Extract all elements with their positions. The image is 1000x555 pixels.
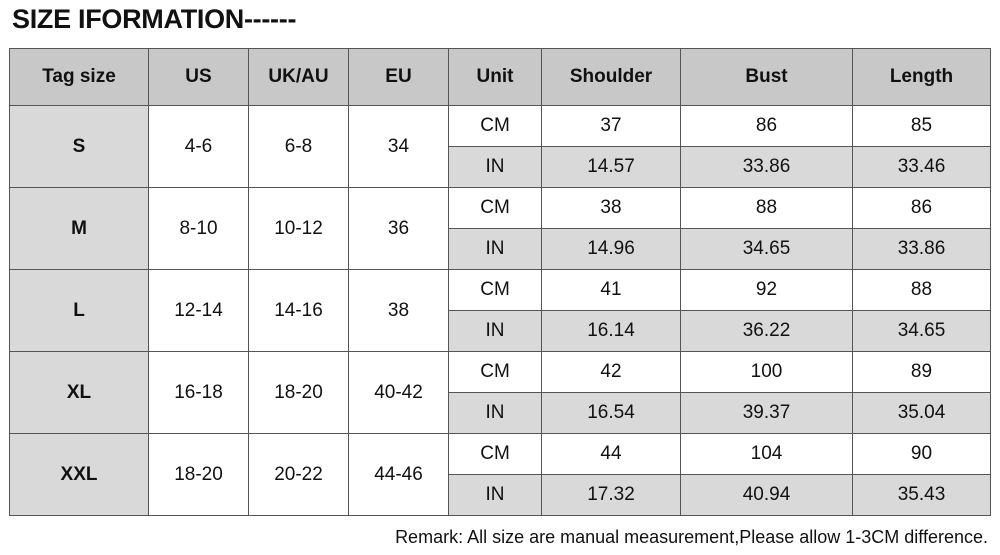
length-cell: 35.43	[853, 475, 991, 516]
bust-cell: 33.86	[681, 147, 853, 188]
length-cell: 33.86	[853, 229, 991, 270]
bust-cell: 104	[681, 434, 853, 475]
length-cell: 86	[853, 188, 991, 229]
uk-au-size-cell: 14-16	[249, 270, 349, 352]
tag-size-cell: XXL	[10, 434, 149, 516]
shoulder-cell: 42	[542, 352, 681, 393]
eu-size-cell: 36	[349, 188, 449, 270]
size-chart-table	[9, 48, 991, 516]
shoulder-cell: 17.32	[542, 475, 681, 516]
header-shoulder: Shoulder	[542, 49, 681, 106]
unit-cell: CM	[449, 434, 542, 475]
header-bust: Bust	[681, 49, 853, 106]
bust-cell: 86	[681, 106, 853, 147]
shoulder-cell: 44	[542, 434, 681, 475]
shoulder-cell: 16.14	[542, 311, 681, 352]
bust-cell: 36.22	[681, 311, 853, 352]
bust-cell: 92	[681, 270, 853, 311]
us-size-cell: 4-6	[149, 106, 249, 188]
unit-cell: IN	[449, 311, 542, 352]
shoulder-cell: 38	[542, 188, 681, 229]
header-tag-size: Tag size	[10, 49, 149, 106]
remark-note: Remark: All size are manual measurement,Please allow 1-3CM difference.	[395, 527, 988, 547]
eu-size-cell: 38	[349, 270, 449, 352]
us-size-cell: 16-18	[149, 352, 249, 434]
bust-cell: 34.65	[681, 229, 853, 270]
bust-cell: 88	[681, 188, 853, 229]
uk-au-size-cell: 10-12	[249, 188, 349, 270]
table-row	[10, 188, 991, 229]
eu-size-cell: 34	[349, 106, 449, 188]
unit-cell: IN	[449, 393, 542, 434]
length-cell: 89	[853, 352, 991, 393]
eu-size-cell: 40-42	[349, 352, 449, 434]
header-eu: EU	[349, 49, 449, 106]
shoulder-cell: 37	[542, 106, 681, 147]
unit-cell: CM	[449, 188, 542, 229]
eu-size-cell: 44-46	[349, 434, 449, 516]
bust-cell: 40.94	[681, 475, 853, 516]
header-uk-au: UK/AU	[249, 49, 349, 106]
unit-cell: IN	[449, 229, 542, 270]
unit-cell: CM	[449, 270, 542, 311]
header-unit: Unit	[449, 49, 542, 106]
bust-cell: 39.37	[681, 393, 853, 434]
shoulder-cell: 16.54	[542, 393, 681, 434]
page-title: SIZE IFORMATION------	[12, 4, 297, 34]
unit-cell: IN	[449, 147, 542, 188]
length-cell: 90	[853, 434, 991, 475]
tag-size-cell: L	[10, 270, 149, 352]
table-row	[10, 270, 991, 311]
table-row	[10, 106, 991, 147]
table-row	[10, 434, 991, 475]
shoulder-cell: 14.96	[542, 229, 681, 270]
length-cell: 88	[853, 270, 991, 311]
length-cell: 34.65	[853, 311, 991, 352]
unit-cell: CM	[449, 352, 542, 393]
shoulder-cell: 14.57	[542, 147, 681, 188]
header-us: US	[149, 49, 249, 106]
uk-au-size-cell: 6-8	[249, 106, 349, 188]
header-row	[10, 49, 991, 106]
unit-cell: IN	[449, 475, 542, 516]
header-length: Length	[853, 49, 991, 106]
tag-size-cell: M	[10, 188, 149, 270]
unit-cell: CM	[449, 106, 542, 147]
us-size-cell: 18-20	[149, 434, 249, 516]
tag-size-cell: S	[10, 106, 149, 188]
shoulder-cell: 41	[542, 270, 681, 311]
length-cell: 85	[853, 106, 991, 147]
us-size-cell: 8-10	[149, 188, 249, 270]
uk-au-size-cell: 20-22	[249, 434, 349, 516]
length-cell: 35.04	[853, 393, 991, 434]
length-cell: 33.46	[853, 147, 991, 188]
uk-au-size-cell: 18-20	[249, 352, 349, 434]
us-size-cell: 12-14	[149, 270, 249, 352]
tag-size-cell: XL	[10, 352, 149, 434]
bust-cell: 100	[681, 352, 853, 393]
table-row	[10, 352, 991, 393]
